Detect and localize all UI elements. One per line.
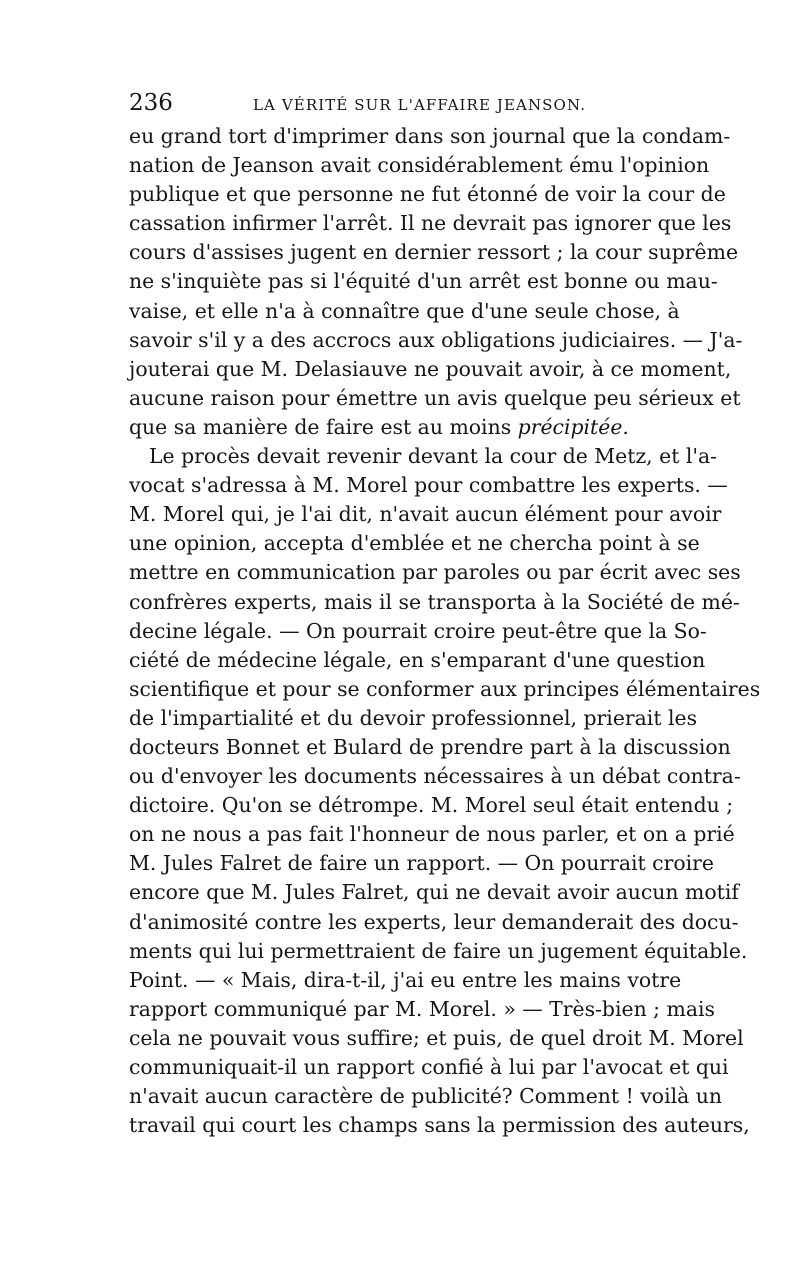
text-line: decine légale. — On pourrait croire peut-être que la So- [129, 618, 707, 643]
text-line: nation de Jeanson avait considérablement ému l'opinion [129, 153, 710, 178]
text-line: cours d'assises jugent en dernier ressort ; la cour suprême [129, 240, 739, 265]
text-line: de l'impartialité et du devoir professionnel, prierait les [129, 705, 698, 730]
text-line: ciété de médecine légale, en s'emparant d'une question [129, 647, 706, 672]
text-line-paragraph-start: Le procès devait revenir devant la cour de Metz, et l'a- [149, 444, 718, 469]
text-line: travail qui court les champs sans la permission des auteurs, [129, 1113, 750, 1138]
text-line: Point. — « Mais, dira-t-il, j'ai eu entre les mains votre [129, 967, 682, 992]
text-line: scientifique et pour se conformer aux principes élémentaires [129, 676, 761, 701]
text-line: on ne nous a pas fait l'honneur de nous parler, et on a prié [129, 822, 735, 847]
text-line: n'avait aucun caractère de publicité? Comment ! voilà un [129, 1084, 723, 1109]
text-line: encore que M. Jules Falret, qui ne devait avoir aucun motif [129, 880, 739, 905]
text-line: docteurs Bonnet et Bulard de prendre part à la discussion [129, 734, 731, 759]
page-number: 236 [129, 90, 173, 116]
text-line: cela ne pouvait vous suffire; et puis, de quel droit M. Morel [129, 1025, 744, 1050]
text-line: eu grand tort d'imprimer dans son journal que la condam- [129, 124, 731, 148]
text-line: confrères experts, mais il se transporta à la Société de mé- [129, 589, 740, 614]
text-line: dictoire. Qu'on se détrompe. M. Morel seul était entendu ; [129, 793, 734, 818]
text-line: d'animosité contre les experts, leur demanderait des docu- [129, 909, 739, 934]
text-line: rapport communiqué par M. Morel. » — Très-bien ; mais [129, 996, 716, 1021]
text-segment: que sa manière de faire est au moins [129, 414, 518, 439]
italic-word: précipitée. [517, 414, 629, 439]
text-line: savoir s'il y a des accrocs aux obligations judiciaires. — J'a- [129, 327, 743, 352]
body-text [129, 122, 761, 1140]
text-line: vocat s'adressa à M. Morel pour combattre les experts. — [129, 473, 728, 498]
text-line: jouterai que M. Delasiauve ne pouvait avoir, à ce moment, [129, 356, 732, 381]
text-line: communiquait-il un rapport confié à lui par l'avocat et qui [129, 1055, 729, 1079]
text-line: M. Jules Falret de faire un rapport. — On pourrait croire [129, 851, 714, 876]
text-line: ne s'inquiète pas si l'équité d'un arrêt est bonne ou mau- [129, 269, 718, 294]
text-line: vaise, et elle n'a à connaître que d'une seule chose, à [129, 298, 680, 323]
text-line-paragraph-end [129, 413, 673, 442]
running-title: LA VÉRITÉ SUR L'AFFAIRE JEANSON. [253, 96, 587, 114]
text-line: aucune raison pour émettre un avis quelque peu sérieux et [129, 385, 741, 410]
text-line: ou d'envoyer les documents nécessaires à un débat contra- [129, 764, 741, 789]
running-head [129, 88, 669, 118]
text-line: publique et que personne ne fut étonné de voir la cour de [129, 182, 726, 207]
text-line: mettre en communication par paroles ou par écrit avec ses [129, 560, 741, 585]
text-line: cassation infirmer l'arrêt. Il ne devrait pas ignorer que les [129, 211, 732, 236]
text-line: ments qui lui permettraient de faire un jugement équitable. [129, 938, 748, 963]
text-line: une opinion, accepta d'emblée et ne chercha point à se [129, 531, 700, 556]
text-line: M. Morel qui, je l'ai dit, n'avait aucun élément pour avoir [129, 502, 722, 527]
